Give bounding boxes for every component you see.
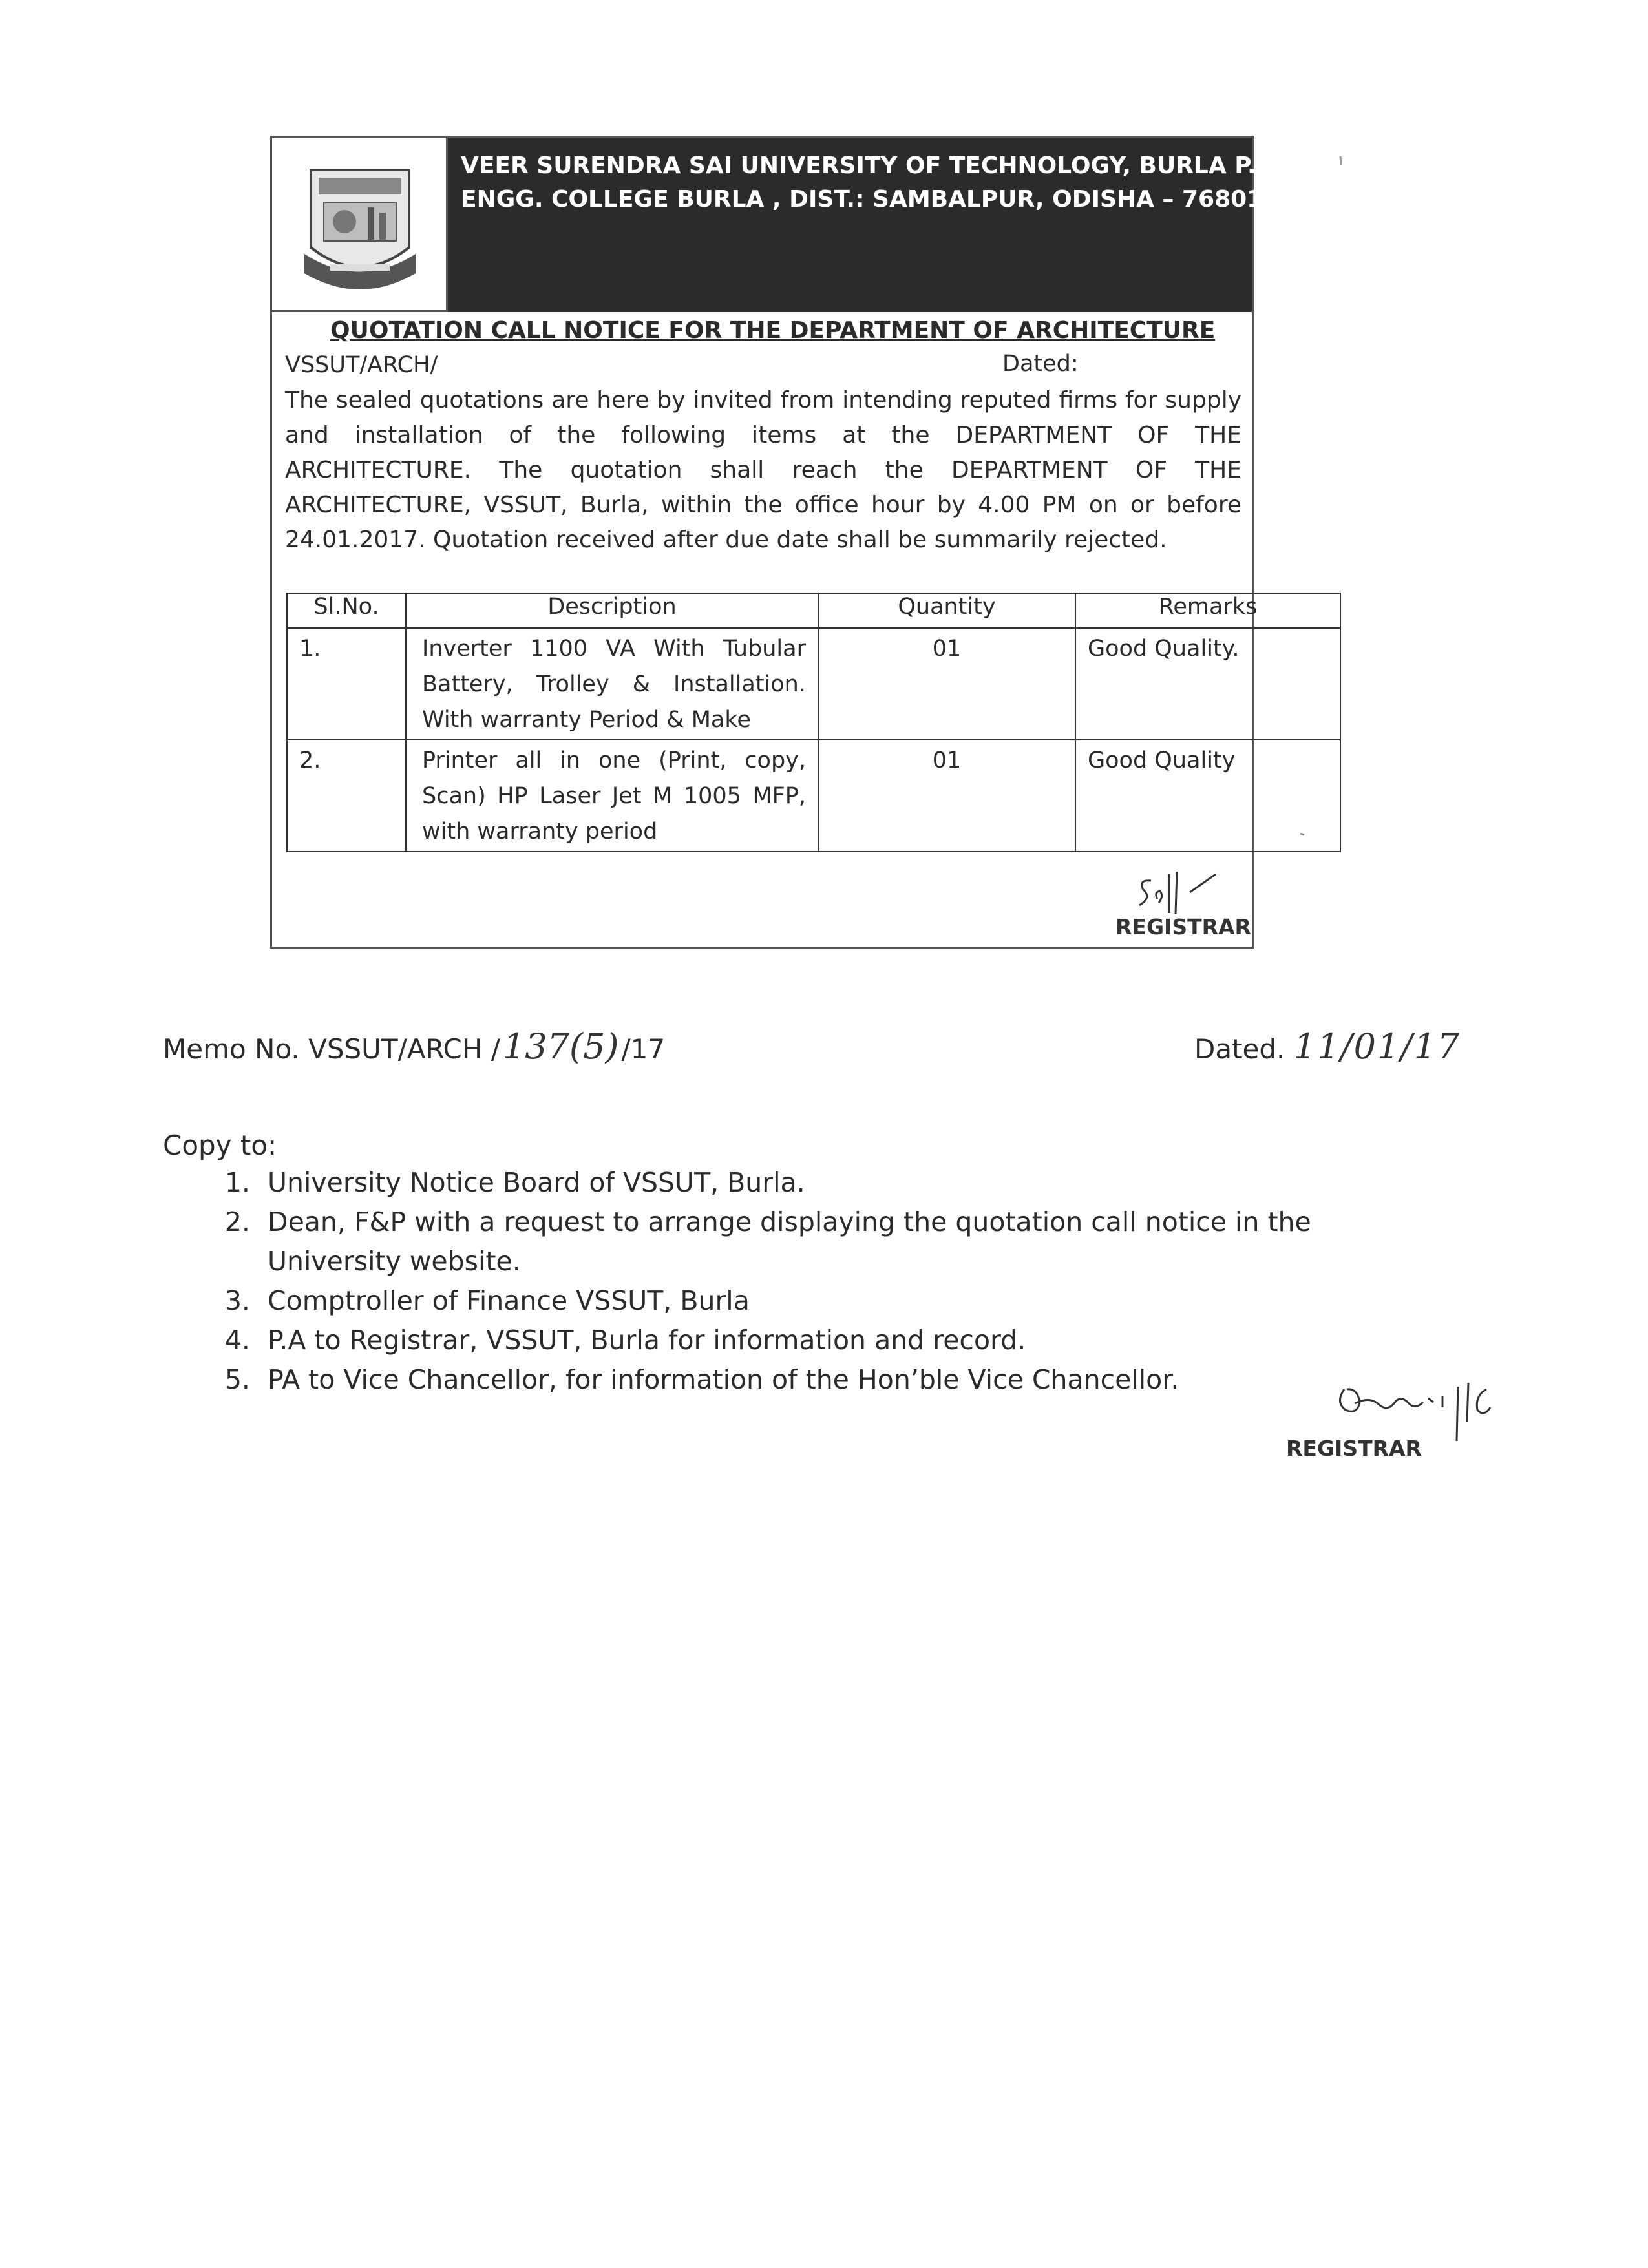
memo-number: [163, 1026, 665, 1067]
registrar-label: REGISTRAR: [1115, 914, 1251, 940]
scan-speck: [1338, 155, 1344, 168]
memo-dated-label: Dated.: [1194, 1033, 1285, 1065]
table-row: [287, 740, 1340, 852]
cell-slno: 1.: [287, 628, 406, 740]
quotation-notice-box: [270, 136, 1294, 949]
table-row: [287, 628, 1340, 740]
cell-remarks: Good Quality: [1075, 740, 1340, 852]
notice-title: QUOTATION CALL NOTICE FOR THE DEPARTMENT OF ARCHITECTURE: [330, 317, 1216, 344]
list-item: 5. PA to Vice Chancellor, for information of the Hon’ble Vice Chancellor.: [259, 1360, 1357, 1400]
list-item: 2. Dean, F&P with a request to arrange displaying the quotation call notice in the University website.: [259, 1202, 1357, 1281]
cell-slno: 2.: [287, 740, 406, 852]
scan-speck: [1299, 831, 1307, 837]
memo-handwritten-date: 11/01/17: [1293, 1026, 1461, 1067]
header-line-1: VEER SURENDRA SAI UNIVERSITY OF TECHNOLOGY, BURLA P.O.:: [461, 152, 1294, 179]
footer-registrar-label: REGISTRAR: [1286, 1436, 1422, 1461]
items-table: [286, 593, 1341, 852]
handwritten-signature-mark: [1125, 868, 1229, 919]
header-line-2: ENGG. COLLEGE BURLA , DIST.: SAMBALPUR, ODISHA – 768018: [461, 186, 1280, 213]
memo-prefix: Memo No. VSSUT/ARCH /: [163, 1033, 500, 1065]
notice-body: The sealed quotations are here by invited from intending reputed firms for supply and installation of the following items at the DEPARTMENT OF THE ARCHITECTURE. The quotation shall reach the DEPARTMENT OF THE ARCHITECTURE, VSSUT, Burla, within the office hour by 4.00 PM on or before 24.01.2017. Quotation received after due date shall be summarily rejected.: [285, 387, 1241, 553]
list-item: 3. Comptroller of Finance VSSUT, Burla: [259, 1281, 1357, 1321]
copy-to-label: Copy to:: [163, 1129, 277, 1161]
memo-date: [1194, 1026, 1461, 1067]
column-header-remarks: Remarks: [1075, 593, 1340, 628]
list-item: 4. P.A to Registrar, VSSUT, Burla for information and record.: [259, 1321, 1357, 1360]
table-header-row: [287, 593, 1340, 628]
list-item: 1. University Notice Board of VSSUT, Burla.: [259, 1163, 1357, 1202]
cell-remarks: Good Quality.: [1075, 628, 1340, 740]
cell-description: Printer all in one (Print, copy, Scan) HP Laser Jet M 1005 MFP, with warranty period: [406, 740, 818, 852]
memo-suffix: /17: [621, 1033, 666, 1065]
university-logo: [272, 138, 448, 312]
column-header-slno: Sl.No.: [287, 593, 406, 628]
university-header: [448, 138, 1294, 312]
copy-to-list: [220, 1163, 1357, 1400]
university-emblem-icon: [285, 151, 435, 299]
memo-handwritten-number: 137(5): [502, 1026, 619, 1067]
column-header-quantity: Quantity: [818, 593, 1075, 628]
cell-description: Inverter 1100 VA With Tubular Battery, Trolley & Installation. With warranty Period & Make: [406, 628, 818, 740]
notice-dated-label: Dated:: [1002, 351, 1079, 377]
cell-quantity: 01: [818, 740, 1075, 852]
cell-quantity: 01: [818, 628, 1075, 740]
column-header-description: Description: [406, 593, 818, 628]
reference-number: VSSUT/ARCH/: [285, 352, 438, 378]
